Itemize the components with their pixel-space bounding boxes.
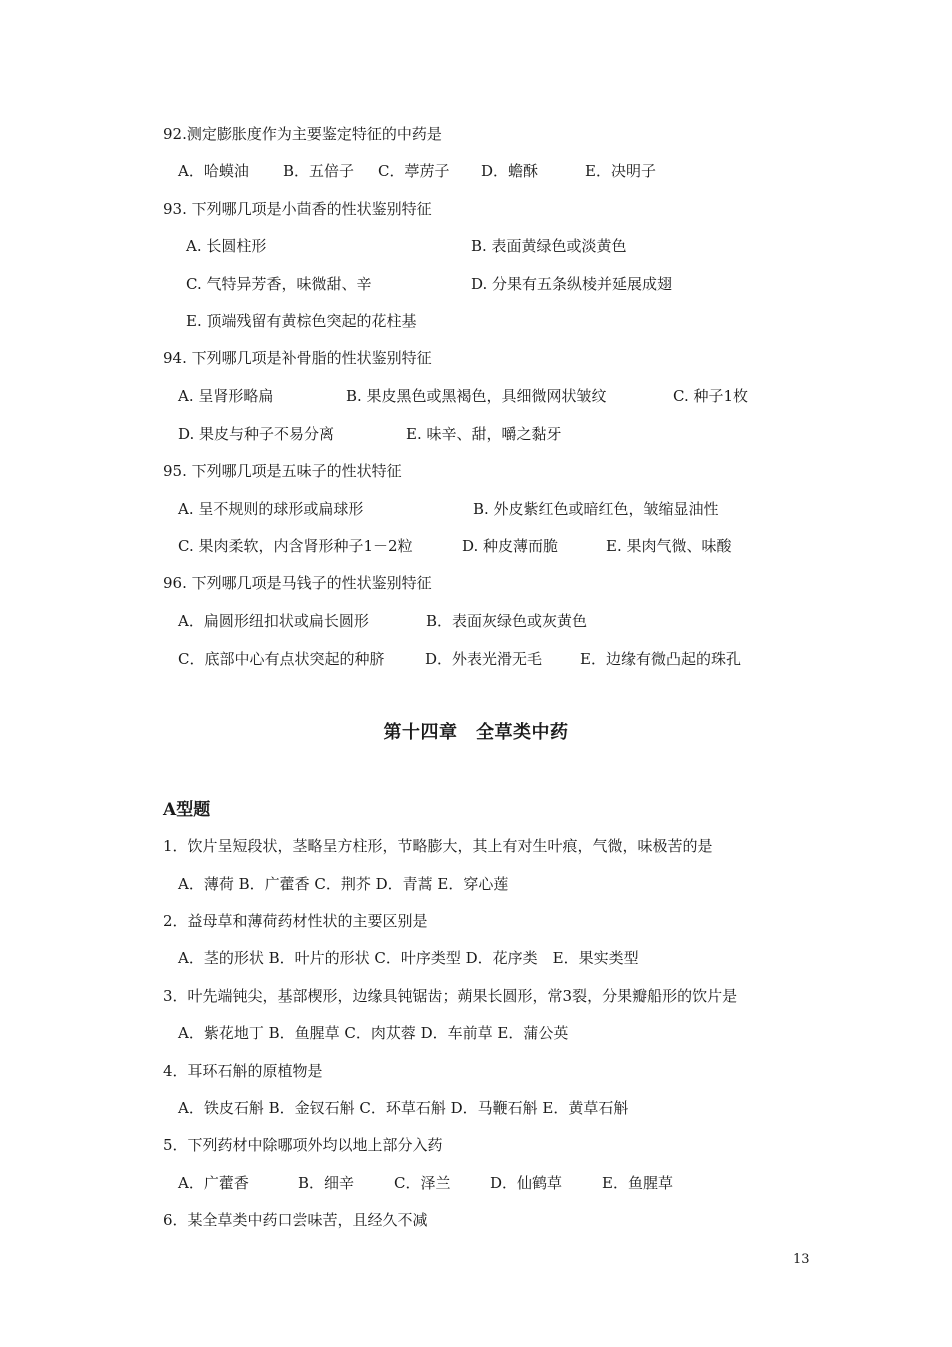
question-96-option-b: B．表面灰绿色或灰黄色 (426, 612, 588, 630)
question-93-option-c: C. 气特异芳香，味微甜、辛 (186, 275, 372, 293)
question-92-option-e: E．决明子 (585, 162, 656, 180)
section-title: A型题 (163, 800, 211, 820)
question-96-option-c: C．底部中心有点状突起的种脐 (178, 650, 385, 668)
question-93-option-b: B. 表面黄绿色或淡黄色 (471, 237, 627, 255)
question-92-option-a: A．哈蟆油 (178, 162, 249, 180)
question-95-option-e: E. 果肉气微、味酸 (606, 537, 732, 555)
question-95-option-c: C. 果肉柔软，内含肾形种子1－2粒 (178, 537, 413, 555)
question-2-stem: 2．益母草和薄荷药材性状的主要区别是 (163, 912, 428, 930)
question-93-stem: 93. 下列哪几项是小茴香的性状鉴别特征 (163, 200, 432, 218)
question-95-option-a: A. 呈不规则的球形或扁球形 (178, 500, 364, 518)
question-5-option-a: A．广藿香 (178, 1174, 249, 1192)
question-94-option-b: B. 果皮黑色或黑褐色，具细微网状皱纹 (346, 387, 607, 405)
question-94-option-c: C. 种子1枚 (673, 387, 749, 405)
question-5-option-d: D．仙鹤草 (490, 1174, 563, 1192)
question-6-stem: 6．某全草类中药口尝味苦，且经久不减 (163, 1211, 428, 1229)
question-3-options: A．紫花地丁 B．鱼腥草 C．肉苁蓉 D．车前草 E．蒲公英 (178, 1024, 569, 1042)
question-96-stem: 96. 下列哪几项是马钱子的性状鉴别特征 (163, 574, 432, 592)
question-1-stem: 1．饮片呈短段状，茎略呈方柱形，节略膨大，其上有对生叶痕，气微，味极苦的是 (163, 837, 713, 855)
question-94-option-a: A. 呈肾形略扁 (178, 387, 274, 405)
chapter-title: 第十四章 全草类中药 (383, 722, 569, 743)
page-number: 13 (793, 1252, 810, 1267)
question-5-option-c: C．泽兰 (394, 1174, 451, 1192)
question-95-option-b: B. 外皮紫红色或暗红色，皱缩显油性 (473, 500, 719, 518)
question-4-options: A．铁皮石斛 B．金钗石斛 C．环草石斛 D．马鞭石斛 E．黄草石斛 (178, 1099, 629, 1117)
question-92-stem: 92.测定膨胀度作为主要鉴定特征的中药是 (163, 125, 442, 143)
question-2-options: A．茎的形状 B．叶片的形状 C．叶序类型 D．花序类 E．果实类型 (178, 949, 639, 967)
question-1-options: A．薄荷 B．广藿香 C．荆芥 D．青蒿 E．穿心莲 (178, 875, 509, 893)
question-94-option-e: E. 味辛、甜，嚼之黏牙 (406, 425, 562, 443)
question-92-option-b: B．五倍子 (283, 162, 355, 180)
question-95-stem: 95. 下列哪几项是五味子的性状特征 (163, 462, 402, 480)
question-94-stem: 94. 下列哪几项是补骨脂的性状鉴别特征 (163, 349, 432, 367)
question-96-option-a: A．扁圆形纽扣状或扁长圆形 (178, 612, 369, 630)
question-92-option-c: C．葶苈子 (378, 162, 450, 180)
question-4-stem: 4．耳环石斛的原植物是 (163, 1062, 323, 1080)
question-5-option-b: B．细辛 (298, 1174, 355, 1192)
question-94-option-d: D. 果皮与种子不易分离 (178, 425, 335, 443)
question-93-option-e: E. 顶端残留有黄棕色突起的花柱基 (186, 312, 417, 330)
question-95-option-d: D. 种皮薄而脆 (462, 537, 559, 555)
question-96-option-d: D．外表光滑无毛 (425, 650, 543, 668)
question-93-option-a: A. 长圆柱形 (186, 237, 267, 255)
question-92-option-d: D．蟾酥 (481, 162, 539, 180)
question-3-stem: 3．叶先端钝尖，基部楔形，边缘具钝锯齿；蒴果长圆形，常3裂，分果瓣船形的饮片是 (163, 987, 738, 1005)
question-5-option-e: E．鱼腥草 (602, 1174, 673, 1192)
question-96-option-e: E．边缘有微凸起的珠孔 (580, 650, 741, 668)
question-5-stem: 5．下列药材中除哪项外均以地上部分入药 (163, 1136, 443, 1154)
question-93-option-d: D. 分果有五条纵棱并延展成翅 (471, 275, 673, 293)
